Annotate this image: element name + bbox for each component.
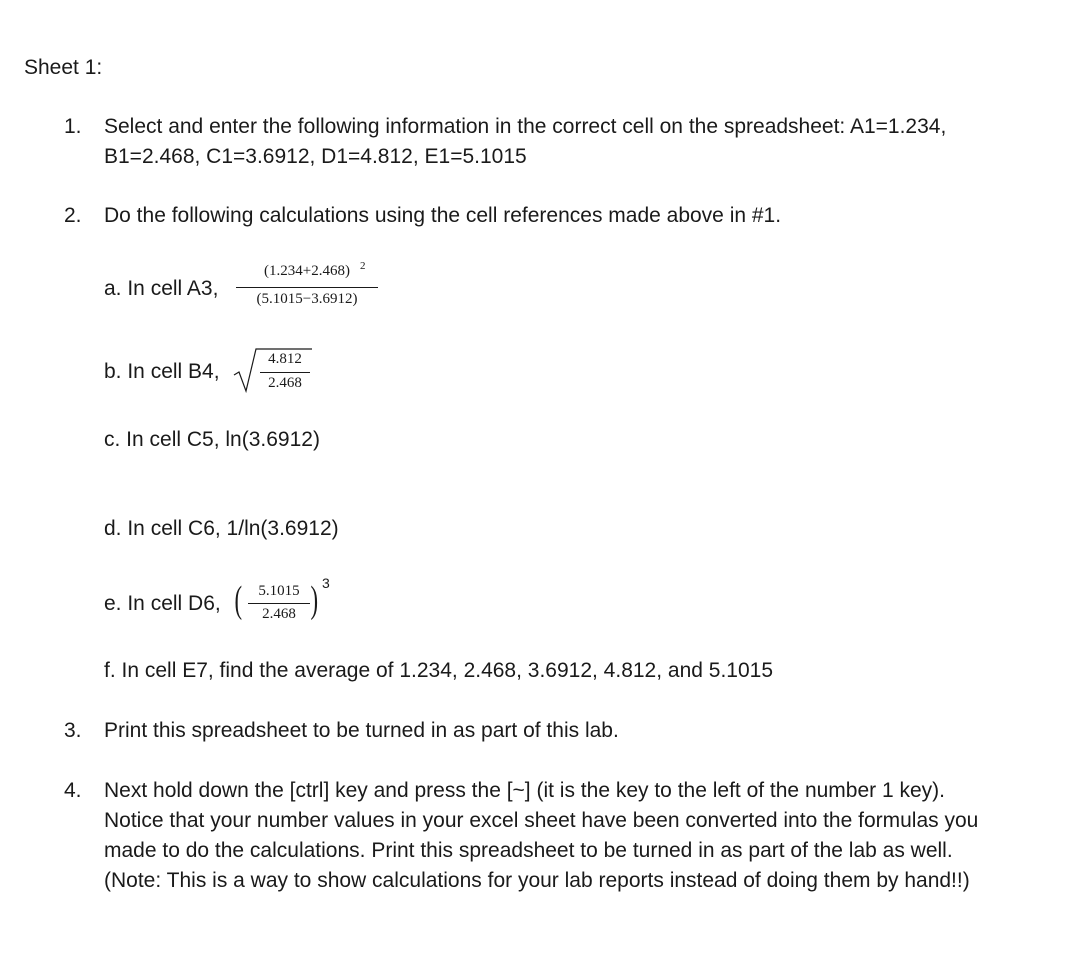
subitem-e-open-paren: ( [234, 579, 243, 621]
item-4-number: 4. [64, 779, 82, 802]
item-1-line-1: Select and enter the following information in the correct cell on the spreadsheet: A1=1.234, [104, 115, 947, 138]
item-4-line-2: Notice that your number values in your excel sheet have been converted into the formulas you [104, 809, 979, 832]
subitem-a-exponent: 2 [360, 260, 366, 272]
item-2-text [104, 201, 781, 231]
item-2-number: 2. [64, 204, 82, 227]
item-1-number: 1. [64, 115, 82, 138]
item-3-text [104, 716, 619, 746]
subitem-d-label: d. In cell C6, 1/ln(3.6912) [104, 517, 339, 540]
item-4-line-3: made to do the calculations. Print this spreadsheet to be turned in as part of the lab as well. [104, 839, 953, 862]
sheet-heading: Sheet 1: [24, 56, 103, 79]
item-4-line-1: Next hold down the [ctrl] key and press the [~] (it is the key to the left of the number 1 key). [104, 779, 946, 802]
subitem-a-formula [236, 260, 378, 312]
subitem-e-label: e. In cell D6, [104, 592, 221, 615]
subitem-e-exponent: 3 [322, 575, 330, 591]
subitem-b-formula [232, 347, 314, 395]
subitem-a-label: a. In cell A3, [104, 277, 219, 300]
item-4-line-4: (Note: This is a way to show calculations for your lab reports instead of doing them by hand!!) [104, 869, 970, 892]
item-2-line-1: Do the following calculations using the cell references made above in #1. [104, 204, 782, 227]
subitem-e-close-paren: ) [310, 579, 319, 621]
item-4-text [104, 776, 978, 896]
subitem-e-numerator: 5.1015 [258, 583, 300, 599]
item-1-line-2: B1=2.468, C1=3.6912, D1=4.812, E1=5.1015 [104, 145, 527, 168]
subitem-a-numerator: (1.234+2.468) [264, 263, 350, 279]
subitem-b-fraction-bar [260, 372, 310, 373]
subitem-b-label: b. In cell B4, [104, 360, 220, 383]
item-3-line-1: Print this spreadsheet to be turned in as part of this lab. [104, 719, 619, 742]
subitem-a-denominator: (5.1015−3.6912) [256, 291, 358, 307]
item-1-text [104, 112, 946, 172]
subitem-b-denominator: 2.468 [268, 375, 302, 391]
subitem-e-formula [232, 574, 332, 630]
subitem-f-label: f. In cell E7, find the average of 1.234, 2.468, 3.6912, 4.812, and 5.1015 [104, 659, 774, 682]
subitem-c-label: c. In cell C5, ln(3.6912) [104, 428, 320, 451]
subitem-b-numerator: 4.812 [268, 351, 302, 367]
subitem-e-fraction-bar [248, 603, 310, 604]
item-3-number: 3. [64, 719, 82, 742]
subitem-e-denominator: 2.468 [262, 606, 296, 622]
subitem-a-fraction-bar [236, 287, 378, 288]
